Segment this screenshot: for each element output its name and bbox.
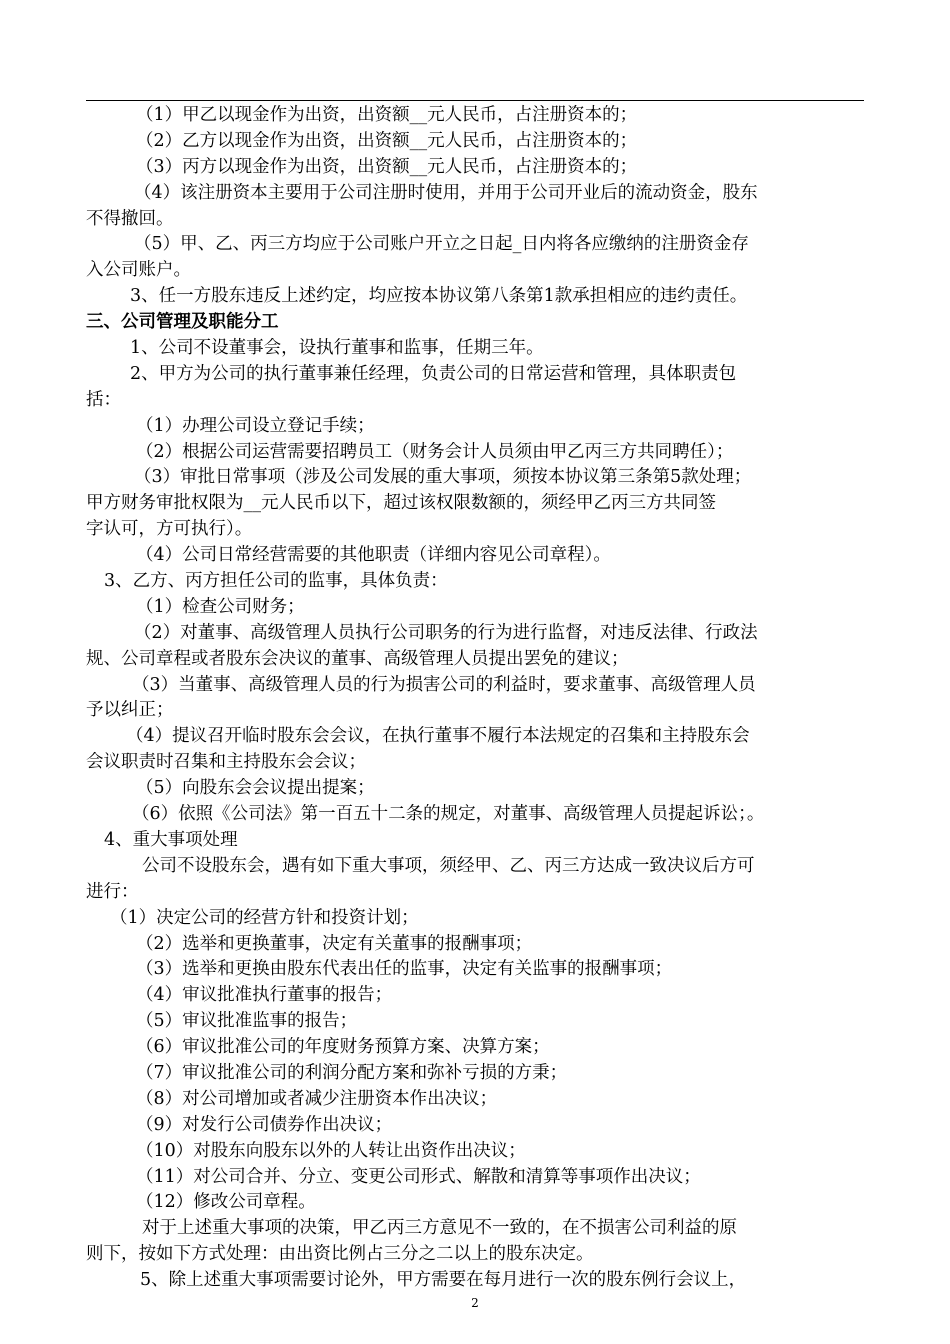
- text-line: 3、任一方股东违反上述约定，均应按本协议第八条第1款承担相应的违约责任。: [130, 286, 748, 307]
- text-line: 1、公司不设董事会，设执行董事和监事，任期三年。: [130, 338, 544, 359]
- text-line: （2）乙方以现金作为出资，出资额__元人民币，占注册资本的；: [136, 130, 638, 151]
- text-line: （11）对公司合并、分立、变更公司形式、解散和清算等事项作出决议；: [136, 1166, 701, 1187]
- text-line: 甲方财务审批权限为__元人民币以下，超过该权限数额的，须经甲乙丙三方共同签: [86, 493, 716, 514]
- text-line: 字认可，方可执行）。: [86, 519, 253, 540]
- text-line: （1）检查公司财务；: [136, 596, 305, 617]
- text-line: （5）审议批准监事的报告；: [136, 1011, 358, 1032]
- text-line: （1）办理公司设立登记手续；: [136, 415, 375, 436]
- text-line: （6）审议批准公司的年度财务预算方案、决算方案；: [136, 1037, 550, 1058]
- text-line: 则下，按如下方式处理：由出资比例占三分之二以上的股东决定。: [86, 1244, 594, 1265]
- text-line: 5、除上述重大事项需要讨论外，甲方需要在每月进行一次的股东例行会议上，: [140, 1270, 747, 1291]
- text-line: （3）审批日常事项（涉及公司发展的重大事项，须按本协议第三条第5款处理；: [134, 467, 752, 488]
- section-heading: 三、公司管理及职能分工: [86, 312, 279, 333]
- text-line: （2）根据公司运营需要招聘员工（财务会计人员须由甲乙丙三方共同聘任）；: [136, 441, 734, 462]
- text-line: （4）审议批准执行董事的报告；: [136, 985, 393, 1006]
- text-line: 会议职责时召集和主持股东会会议；: [86, 752, 366, 773]
- text-line: （2）选举和更换董事，决定有关董事的报酬事项；: [136, 933, 533, 954]
- header-rule: [86, 100, 864, 101]
- text-line: 2、甲方为公司的执行董事兼任经理，负责公司的日常运营和管理，具体职责包: [130, 363, 737, 384]
- text-line: （4）该注册资本主要用于公司注册时使用，并用于公司开业后的流动资金，股东: [134, 182, 758, 203]
- text-line: （1）甲乙以现金作为出资，出资额__元人民币，占注册资本的；: [136, 105, 638, 125]
- text-line: 予以纠正；: [86, 700, 174, 721]
- text-line: （3）选举和更换由股东代表出任的监事，决定有关监事的报酬事项；: [136, 959, 673, 980]
- page-number: 2: [471, 1296, 479, 1310]
- text-line: 3、乙方、丙方担任公司的监事，具体负责：: [104, 571, 448, 592]
- body-text: [86, 103, 876, 1294]
- text-line: （2）对董事、高级管理人员执行公司职务的行为进行监督，对违反法律、行政法: [134, 622, 758, 643]
- text-line: （7）审议批准公司的利润分配方案和弥补亏损的方秉；: [136, 1062, 568, 1083]
- text-line: （5）甲、乙、丙三方均应于公司账户开立之日起_日内将各应缴纳的注册资金存: [134, 234, 749, 255]
- text-line: （10）对股东向股东以外的人转让出资作出决议；: [136, 1140, 526, 1161]
- text-line: 括：: [86, 389, 121, 410]
- text-line: （4）提议召开临时股东会会议，在执行董事不履行本法规定的召集和主持股东会: [126, 726, 750, 747]
- text-line: 入公司账户。: [86, 260, 191, 281]
- text-line: 对于上述重大事项的决策，甲乙丙三方意见不一致的，在不损害公司利益的原: [142, 1218, 737, 1239]
- text-line: （4）公司日常经营需要的其他职责（详细内容见公司章程）。: [136, 545, 611, 566]
- text-line: （9）对发行公司债券作出决议；: [136, 1114, 393, 1135]
- text-line: （6）依照《公司法》第一百五十二条的规定，对董事、高级管理人员提起诉讼；。: [132, 804, 765, 825]
- text-line: 规、公司章程或者股东会决议的董事、高级管理人员提出罢免的建议；: [86, 648, 629, 669]
- text-line: （3）丙方以现金作为出资，出资额__元人民币，占注册资本的；: [136, 156, 638, 177]
- text-line: （12）修改公司章程。: [136, 1192, 316, 1213]
- text-line: （8）对公司增加或者减少注册资本作出决议；: [136, 1088, 498, 1109]
- text-line: （1）决定公司的经营方针和投资计划；: [110, 907, 419, 928]
- text-line: 不得撤回。: [86, 208, 174, 229]
- text-line: 公司不设股东会，遇有如下重大事项，须经甲、乙、丙三方达成一致决议后方可: [142, 855, 755, 876]
- text-line: （5）向股东会会议提出提案；: [136, 778, 375, 799]
- text-line: 4、重大事项处理: [104, 829, 238, 850]
- text-line: 进行：: [86, 881, 139, 902]
- text-line: （3）当董事、高级管理人员的行为损害公司的利益时，要求董事、高级管理人员: [132, 674, 756, 695]
